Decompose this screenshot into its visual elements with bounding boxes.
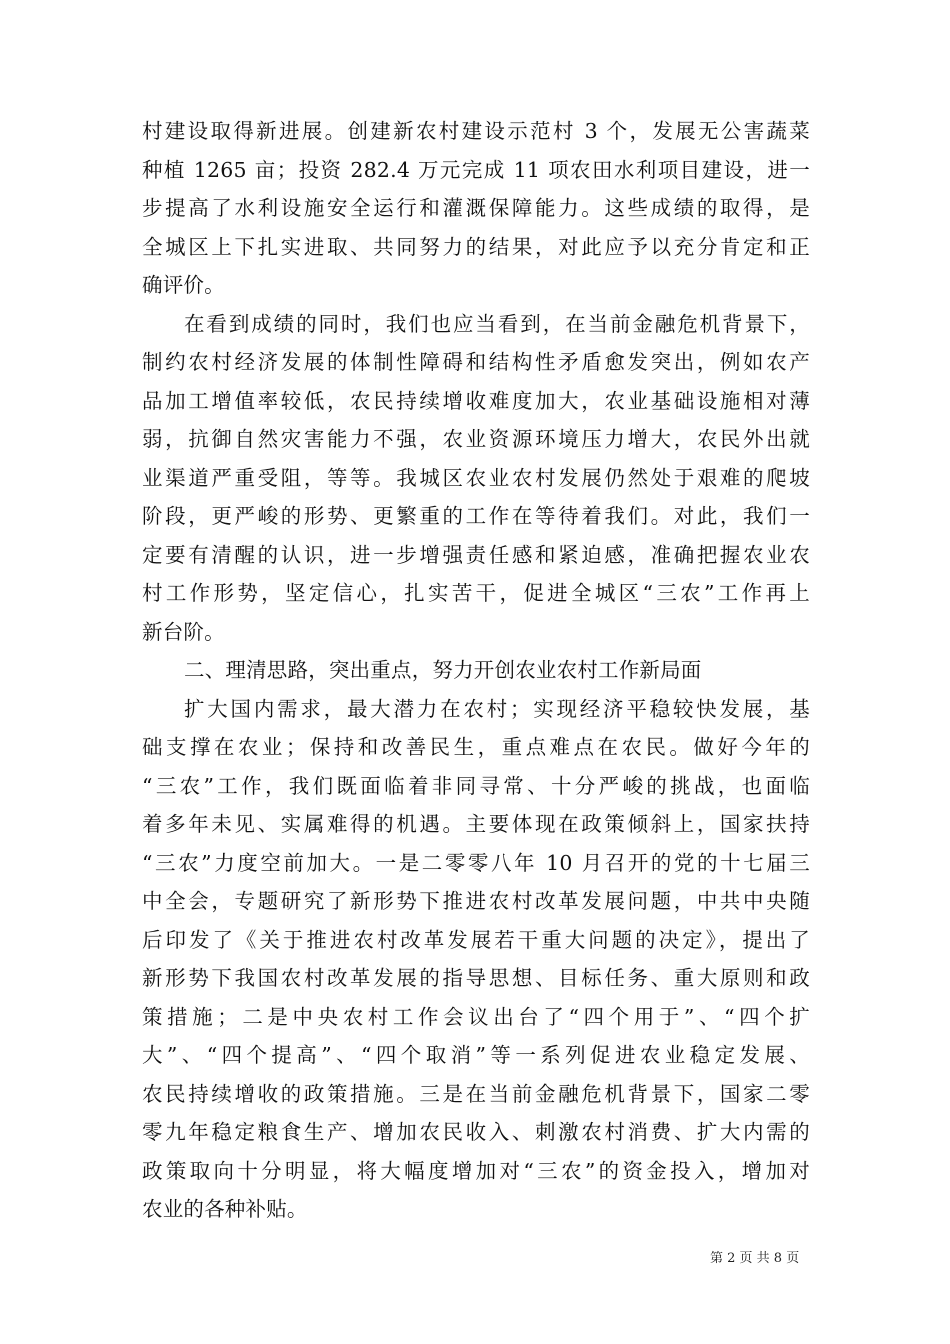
page-number: 第 2 页 共 8 页	[710, 1251, 800, 1266]
text-line: 品加工增值率较低，农民持续增收难度加大，农业基础设施相对薄	[142, 388, 810, 413]
section-heading	[142, 651, 810, 690]
text-line: 种植 1265 亩；投资 282.4 万元完成 11 项农田水利项目建设，进一	[142, 157, 810, 182]
text-line: 弱，抗御自然灾害能力不强，农业资源环境压力增大，农民外出就	[142, 427, 810, 451]
paragraph	[142, 690, 810, 1229]
heading-text: 二、理清思路，突出重点，努力开创农业农村工作新局面	[184, 658, 702, 682]
text-line: 在看到成绩的同时，我们也应当看到，在当前金融危机背景下，	[184, 311, 810, 336]
text-line: 后印发了《关于推进农村改革发展若干重大问题的决定》，提出了	[142, 927, 810, 952]
text-line: 定要有清醒的认识，进一步增强责任感和紧迫感，准确把握农业农	[142, 542, 810, 567]
text-line: 着多年未见、实属难得的机遇。主要体现在政策倾斜上，国家扶持	[142, 812, 810, 836]
document-body	[142, 112, 810, 1229]
text-line: “三农”力度空前加大。一是二零零八年 10 月召开的党的十七届三	[142, 850, 810, 875]
paragraph	[142, 112, 810, 305]
text-line: 村建设取得新进展。创建新农村建设示范村 3 个，发展无公害蔬菜	[142, 119, 810, 143]
paragraph	[142, 305, 810, 652]
text-line: 农业的各种补贴。	[142, 1197, 308, 1221]
text-line: 政策取向十分明显，将大幅度增加对“三农”的资金投入，增加对	[142, 1158, 810, 1183]
text-line: 中全会，专题研究了新形势下推进农村改革发展问题，中共中央随	[142, 889, 810, 913]
text-line: 零九年稳定粮食生产、增加农民收入、刺激农村消费、扩大内需的	[142, 1120, 810, 1144]
text-line: “三农”工作，我们既面临着非同寻常、十分严峻的挑战，也面临	[142, 773, 810, 798]
text-line: 新台阶。	[142, 619, 225, 644]
text-line: 新形势下我国农村改革发展的指导思想、目标任务、重大原则和政	[142, 966, 810, 990]
text-line: 确评价。	[142, 273, 225, 297]
text-line: 扩大国内需求，最大潜力在农村；实现经济平稳较快发展，基	[184, 696, 810, 721]
text-line: 大”、“四个提高”、“四个取消”等一系列促进农业稳定发展、	[142, 1043, 810, 1067]
text-line: 策措施；二是中央农村工作会议出台了“四个用于”、“四个扩	[142, 1004, 810, 1029]
text-line: 村工作形势，坚定信心，扎实苦干，促进全城区“三农”工作再上	[142, 581, 810, 605]
text-line: 全城区上下扎实进取、共同努力的结果，对此应予以充分肯定和正	[142, 234, 810, 259]
text-line: 础支撑在农业；保持和改善民生，重点难点在农民。做好今年的	[142, 735, 810, 759]
text-line: 步提高了水利设施安全运行和灌溉保障能力。这些成绩的取得，是	[142, 196, 810, 220]
text-line: 农民持续增收的政策措施。三是在当前金融危机背景下，国家二零	[142, 1081, 810, 1106]
text-line: 阶段，更严峻的形势、更繁重的工作在等待着我们。对此，我们一	[142, 504, 810, 528]
text-line: 业渠道严重受阻，等等。我城区农业农村发展仍然处于艰难的爬坡	[142, 465, 810, 490]
text-line: 制约农村经济发展的体制性障碍和结构性矛盾愈发突出，例如农产	[142, 350, 810, 374]
